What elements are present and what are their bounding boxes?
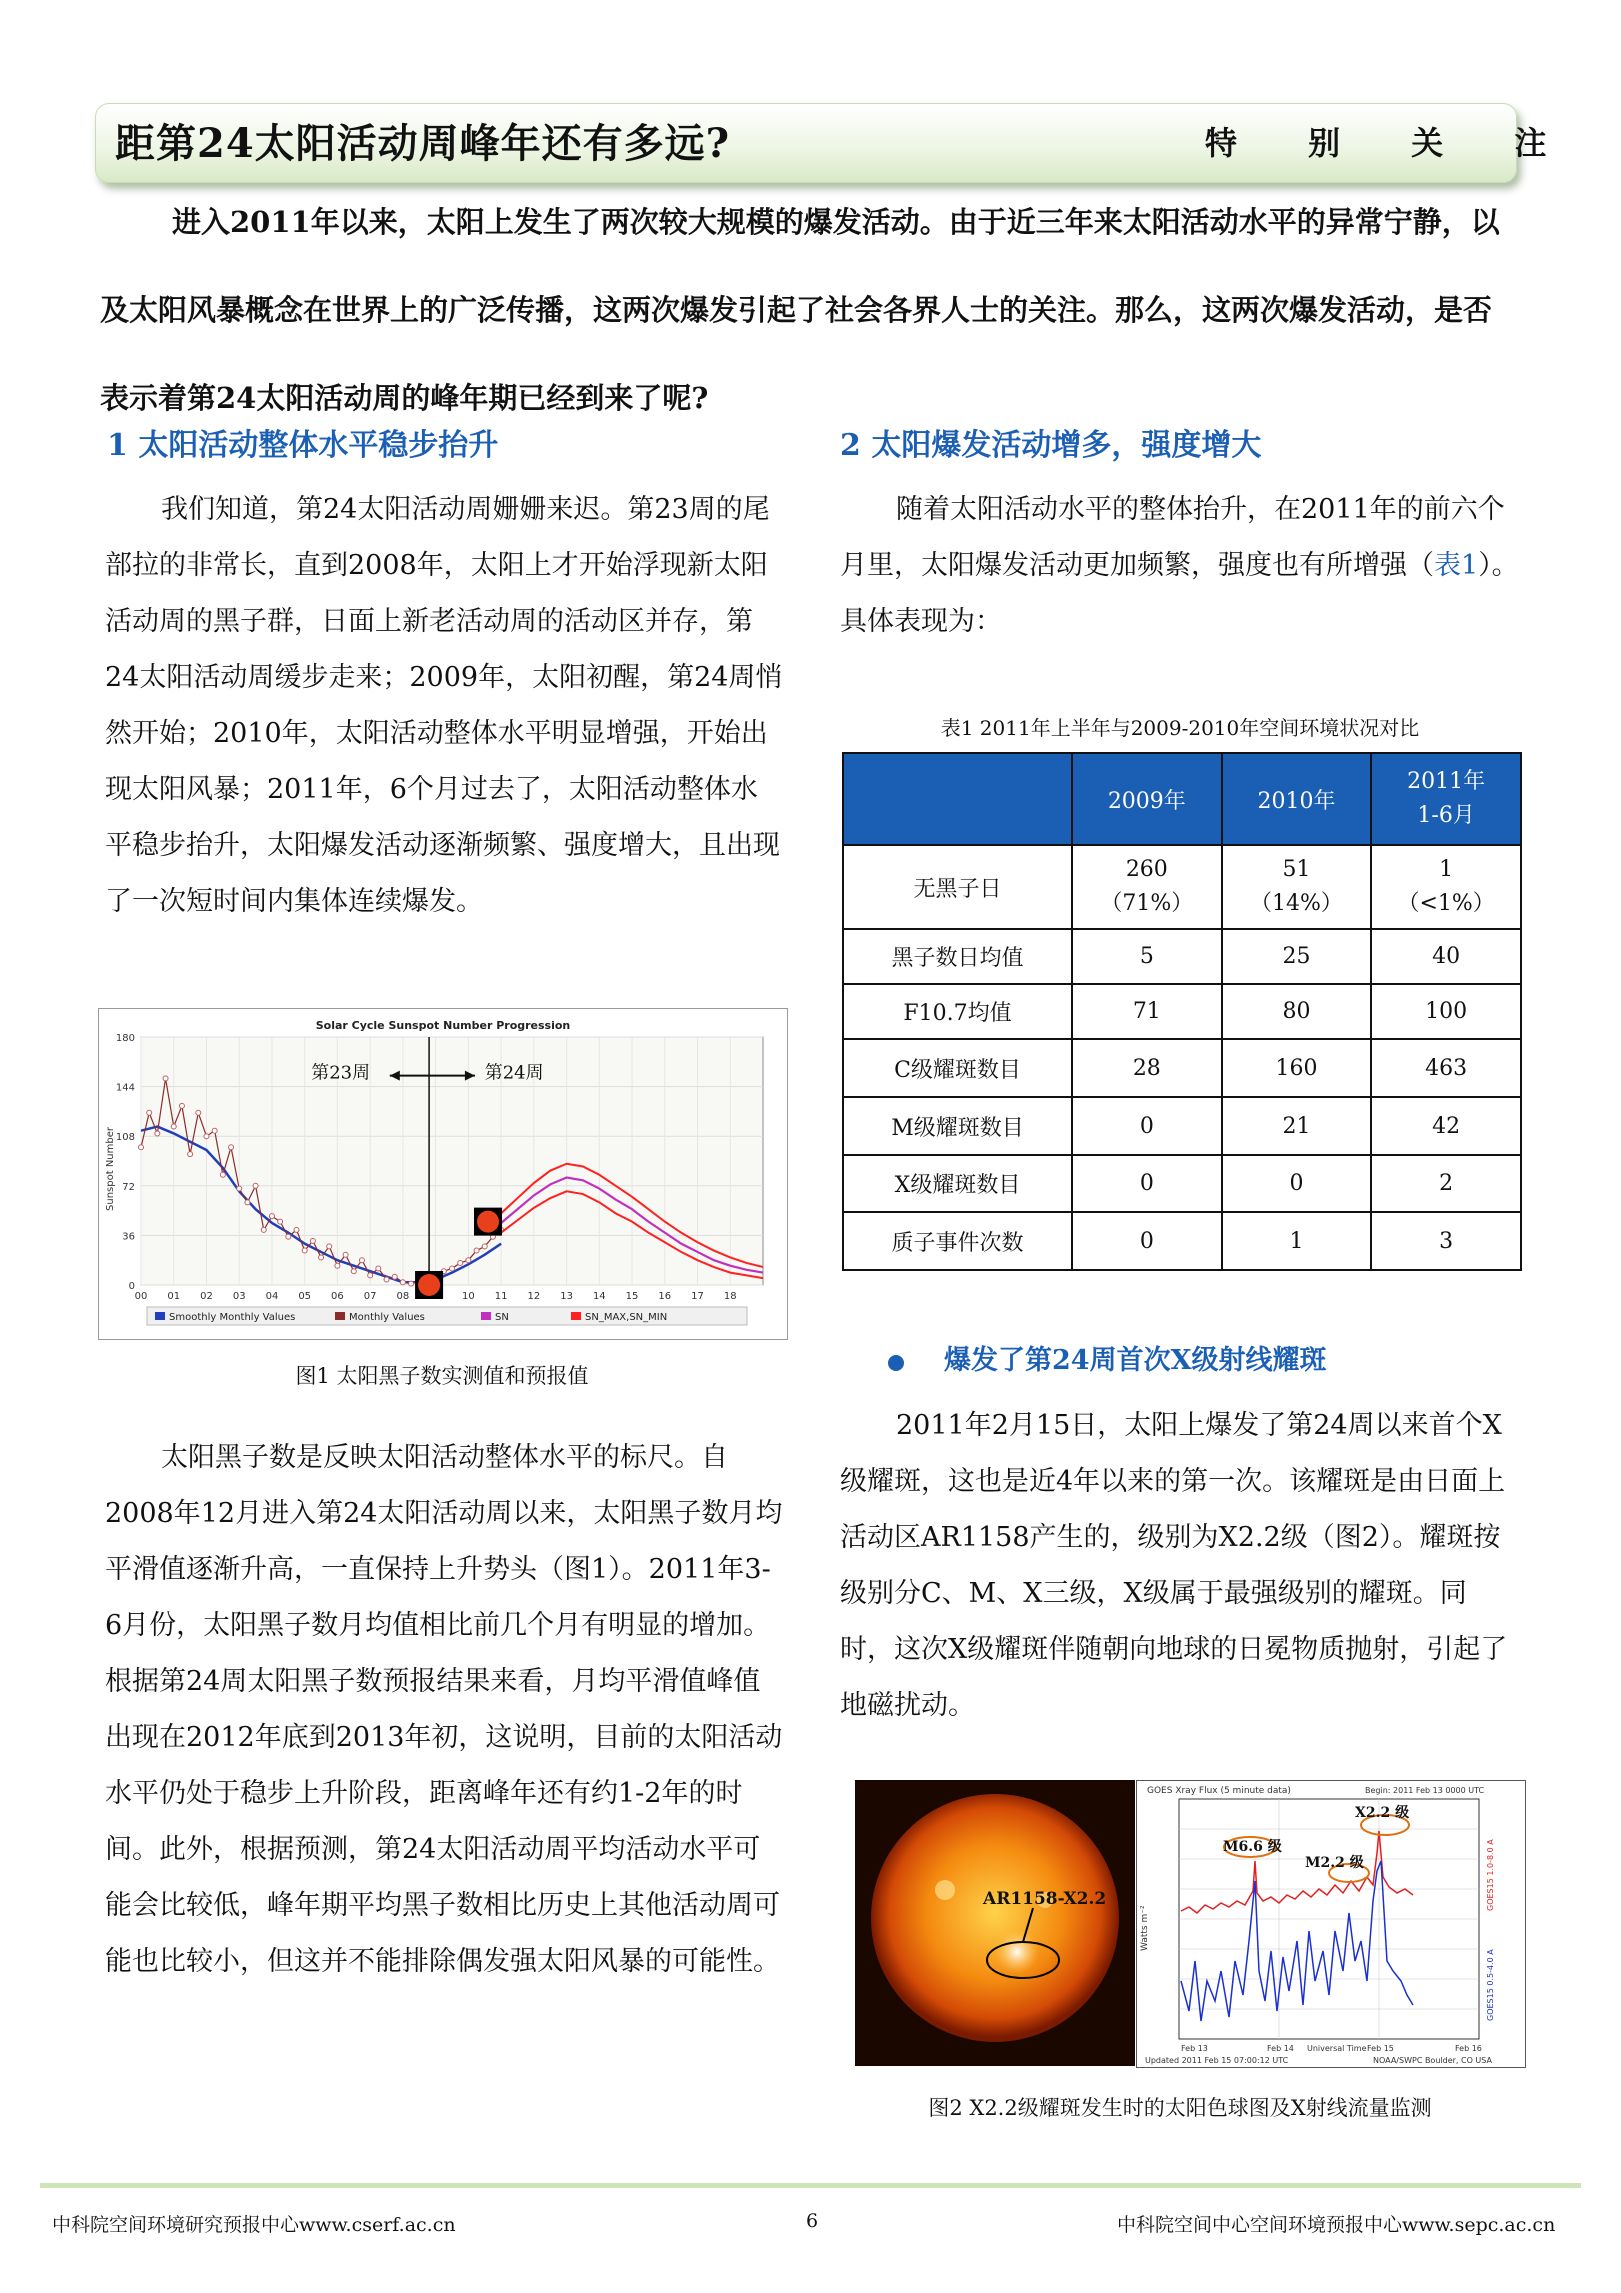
- table-cell: 260 （71%）: [1072, 845, 1222, 929]
- y-tick-label: 108: [115, 1132, 135, 1144]
- table-cell: 0: [1072, 1155, 1222, 1212]
- section2-paragraph1: [840, 482, 1520, 650]
- table-cell: 0: [1072, 1212, 1222, 1270]
- m22-label: M2.2 级: [1305, 1855, 1364, 1871]
- data-point: [482, 1244, 487, 1249]
- x-tick-label: 17: [691, 1291, 704, 1302]
- data-point: [163, 1076, 168, 1081]
- legend-label: SN: [495, 1312, 509, 1323]
- x-tick-label: 05: [298, 1291, 312, 1302]
- table-cell: C级耀斑数目: [843, 1039, 1072, 1097]
- data-point: [351, 1269, 356, 1274]
- data-point: [269, 1214, 274, 1219]
- table-row: [843, 845, 1521, 929]
- data-point: [474, 1248, 479, 1253]
- xray-flux-chart: [1136, 1780, 1526, 2068]
- para1-text-a: 随着太阳活动水平的整体抬升，在2011年的前六个月里，太阳爆发活动更加频繁，强度也有所增强（: [840, 494, 1505, 581]
- data-point: [204, 1134, 209, 1139]
- section2-paragraph2: 2011年2月15日，太阳上爆发了第24周以来首个X级耀斑，这也是近4年以来的第一次。该耀斑是由日面上活动区AR1158产生的，级别为X2.2级（图2）。耀斑按级别分C、M、X三级，X级属于最强级别的耀斑。同时，这次X级耀斑伴随朝向地球的日冕物质抛射，引起了地磁扰动。: [840, 1410, 1508, 1721]
- legend-swatch: [335, 1312, 345, 1320]
- data-point: [335, 1263, 340, 1268]
- legend-swatch: [571, 1312, 581, 1320]
- data-point: [229, 1145, 234, 1150]
- table-cell: 42: [1371, 1097, 1521, 1155]
- data-point: [458, 1260, 463, 1265]
- xray-xtick: Feb 16: [1455, 2044, 1482, 2053]
- data-point: [245, 1200, 250, 1205]
- legend-label: Smoothly Monthly Values: [169, 1312, 296, 1323]
- section1-paragraph1: 我们知道，第24太阳活动周姗姗来迟。第23周的尾部拉的非常长，直到2008年，太阳上才开始浮现新太阳活动周的黑子群，日面上新老活动周的活动区并存，第24太阳活动周缓步走来；2009年，太阳初醒，第24周悄然开始；2010年，太阳活动整体水平明显增强，开始出现太阳风暴；2011年，6个月过去了，太阳活动整体水平稳步抬升，太阳爆发活动逐渐频繁、强度增大，且出现了一次短时间内集体连续爆发。: [105, 494, 783, 917]
- sunspot-chart-svg: [99, 1009, 787, 1339]
- chart-title: Solar Cycle Sunspot Number Progression: [315, 1019, 571, 1032]
- x-tick-label: 16: [658, 1291, 672, 1302]
- data-point: [450, 1266, 455, 1271]
- x22-label: X2.2 级: [1355, 1805, 1410, 1821]
- intro-paragraph: 进入2011年以来，太阳上发生了两次较大规模的爆发活动。由于近三年来太阳活动水平的异常宁静，以及太阳风暴概念在世界上的广泛传播，这两次爆发引起了社会各界人士的关注。那么，这两次爆发活动，是否表示着第24太阳活动周的峰年期已经到来了呢?: [100, 205, 1500, 415]
- data-point: [327, 1244, 332, 1249]
- table-cell: 1 （<1%）: [1371, 845, 1521, 929]
- data-point: [310, 1238, 315, 1243]
- bullet-dot-icon: [888, 1355, 904, 1371]
- xray-footer-left: Updated 2011 Feb 15 07:00:12 UTC: [1145, 2056, 1289, 2065]
- footer-left[interactable]: 中科院空间环境研究预报中心www.cserf.ac.cn: [52, 2214, 456, 2236]
- xray-side-label: GOES15 0.5-4.0 A: [1486, 1949, 1495, 2021]
- table-cell: 80: [1222, 984, 1372, 1039]
- table-cell: 51 （14%）: [1222, 845, 1372, 929]
- data-point: [171, 1124, 176, 1129]
- data-point: [294, 1227, 299, 1232]
- xray-xtick: Feb 14: [1267, 2044, 1294, 2053]
- data-point: [343, 1252, 348, 1257]
- legend-swatch: [481, 1312, 491, 1320]
- data-point: [220, 1172, 225, 1177]
- y-axis-label: Sunspot Number: [105, 1127, 116, 1211]
- page-title: 距第24太阳活动周峰年还有多远?: [115, 120, 731, 167]
- y-tick-label: 144: [115, 1082, 135, 1094]
- table-cell: 5: [1072, 929, 1222, 984]
- x-tick-label: 15: [625, 1291, 639, 1302]
- data-point: [139, 1145, 144, 1150]
- x-tick-label: 07: [363, 1291, 377, 1302]
- sun-image: [855, 1780, 1135, 2066]
- x-tick-label: 04: [265, 1291, 279, 1302]
- table-header-row: [843, 753, 1521, 845]
- x-tick-label: 14: [592, 1291, 606, 1302]
- table-row: [843, 929, 1521, 984]
- table-cell: 无黑子日: [843, 845, 1072, 929]
- table-cell: 71: [1072, 984, 1222, 1039]
- data-point: [384, 1277, 389, 1282]
- data-point: [212, 1128, 217, 1133]
- section1-heading: 1 太阳活动整体水平稳步抬升: [107, 428, 499, 463]
- table-row: [843, 1039, 1521, 1097]
- data-point: [376, 1266, 381, 1271]
- data-point: [409, 1281, 414, 1286]
- y-tick-label: 72: [122, 1181, 135, 1193]
- legend-label: Monthly Values: [349, 1312, 425, 1323]
- x-tick-label: 10: [462, 1291, 475, 1302]
- table-cell: 463: [1371, 1039, 1521, 1097]
- xray-title: GOES Xray Flux (5 minute data): [1147, 1786, 1291, 1796]
- data-point: [368, 1273, 373, 1278]
- table1: [842, 752, 1522, 1271]
- data-point: [278, 1219, 283, 1224]
- xray-flux-svg: [1137, 1781, 1525, 2067]
- table-cell: 黑子数日均值: [843, 929, 1072, 984]
- data-point: [302, 1248, 307, 1253]
- table-cell: 25: [1222, 929, 1372, 984]
- x-tick-label: 11: [494, 1291, 508, 1302]
- data-point: [147, 1110, 152, 1115]
- xray-xlabel: Universal Time: [1307, 2044, 1367, 2053]
- table-header-cell: 2011年 1-6月: [1371, 753, 1521, 845]
- data-point: [237, 1186, 242, 1191]
- data-point: [196, 1110, 201, 1115]
- y-tick-label: 36: [122, 1231, 135, 1243]
- table-cell: 28: [1072, 1039, 1222, 1097]
- xray-xtick: Feb 15: [1367, 2044, 1394, 2053]
- data-point: [466, 1258, 471, 1263]
- table-cell: M级耀斑数目: [843, 1097, 1072, 1155]
- data-point: [359, 1258, 364, 1263]
- xray-side-label: GOES15 1.0-8.0 A: [1486, 1839, 1495, 1911]
- table1-link[interactable]: 表1: [1434, 550, 1479, 581]
- sun-icon: [855, 1780, 1135, 2066]
- table-cell: 21: [1222, 1097, 1372, 1155]
- table-cell: X级耀斑数目: [843, 1155, 1072, 1212]
- table1-caption: 表1 2011年上半年与2009-2010年空间环境状况对比: [940, 716, 1420, 740]
- x-tick-label: 12: [527, 1291, 541, 1302]
- footer-right[interactable]: 中科院空间中心空间环境预报中心www.sepc.ac.cn: [1117, 2214, 1556, 2236]
- bullet-heading: 爆发了第24周首次X级射线耀斑: [944, 1345, 1327, 1376]
- table-cell: 100: [1371, 984, 1521, 1039]
- data-point: [400, 1280, 405, 1285]
- table-header-cell: 2009年: [1072, 753, 1222, 845]
- para1-text-b: ）。具体表现为：: [840, 550, 1519, 637]
- table-cell: 3: [1371, 1212, 1521, 1270]
- figure1-caption: 图1 太阳黑子数实测值和预报值: [295, 1364, 589, 1388]
- data-point: [392, 1274, 397, 1279]
- table-cell: 160: [1222, 1039, 1372, 1097]
- sun-disc-icon: [477, 1211, 499, 1233]
- section-tag: 特 别 关 注: [1205, 124, 1577, 162]
- legend-label: SN_MAX,SN_MIN: [585, 1312, 668, 1323]
- x-tick-label: 00: [134, 1291, 148, 1302]
- data-point: [319, 1255, 324, 1260]
- data-point: [253, 1183, 258, 1188]
- y-tick-label: 180: [115, 1033, 135, 1044]
- x-tick-label: 18: [723, 1291, 737, 1302]
- x-tick-label: 13: [560, 1291, 573, 1302]
- table-row: [843, 1155, 1521, 1212]
- xray-footer-right: NOAA/SWPC Boulder, CO USA: [1373, 2056, 1492, 2065]
- table-cell: 2: [1371, 1155, 1521, 1212]
- xray-ylabel: Watts m⁻²: [1140, 1905, 1150, 1951]
- x-tick-label: 06: [331, 1291, 344, 1302]
- xray-xtick: Feb 13: [1181, 2044, 1208, 2053]
- table-header-cell: [843, 753, 1072, 845]
- section1-paragraph2: 太阳黑子数是反映太阳活动整体水平的标尺。自2008年12月进入第24太阳活动周以来，太阳黑子数月均平滑值逐渐升高，一直保持上升势头（图1）。2011年3-6月份，太阳黑子数月均值相比前几个月有明显的增加。根据第24周太阳黑子数预报结果来看，月均平滑值峰值出现在2012年底到2013年初，这说明，目前的太阳活动水平仍处于稳步上升阶段，距离峰年还有约1-2年的时间。此外，根据预测，第24太阳活动周平均活动水平可能会比较低，峰年期平均黑子数相比历史上其他活动周可能也比较小，但这并不能排除偶发强太阳风暴的可能性。: [105, 1442, 783, 1977]
- x-tick-label: 08: [396, 1291, 410, 1302]
- table-cell: 1: [1222, 1212, 1372, 1270]
- xray-title-right: Begin: 2011 Feb 13 0000 UTC: [1365, 1786, 1485, 1795]
- x-tick-label: 03: [232, 1291, 246, 1302]
- page-number: 6: [806, 2210, 819, 2232]
- table-header-cell: 2010年: [1222, 753, 1372, 845]
- table-row: [843, 1212, 1521, 1270]
- footer-divider: [40, 2183, 1581, 2188]
- data-point: [188, 1152, 193, 1157]
- m66-label: M6.6 级: [1223, 1839, 1282, 1855]
- data-point: [179, 1103, 184, 1108]
- data-point: [155, 1131, 160, 1136]
- y-tick-label: 0: [128, 1281, 135, 1292]
- table-cell: 0: [1072, 1097, 1222, 1155]
- table-cell: 0: [1222, 1155, 1372, 1212]
- table-row: [843, 1097, 1521, 1155]
- table-cell: 40: [1371, 929, 1521, 984]
- legend-swatch: [155, 1312, 165, 1320]
- ar1158-label: AR1158-X2.2: [983, 1889, 1107, 1909]
- table-row: [843, 984, 1521, 1039]
- table-cell: 质子事件次数: [843, 1212, 1072, 1270]
- section2-heading: 2 太阳爆发活动增多，强度增大: [840, 428, 1262, 463]
- cycle24-annotation: 第24周: [484, 1062, 544, 1084]
- data-point: [286, 1234, 291, 1239]
- figure1-chart: [98, 1008, 788, 1340]
- x-tick-label: 02: [200, 1291, 213, 1302]
- figure2-caption: 图2 X2.2级耀斑发生时的太阳色球图及X射线流量监测: [928, 2096, 1432, 2120]
- x-tick-label: 01: [167, 1291, 181, 1302]
- cycle23-annotation: 第23周: [311, 1062, 371, 1084]
- table-cell: F10.7均值: [843, 984, 1072, 1039]
- data-point: [261, 1227, 266, 1232]
- sun-disc-icon: [418, 1274, 440, 1296]
